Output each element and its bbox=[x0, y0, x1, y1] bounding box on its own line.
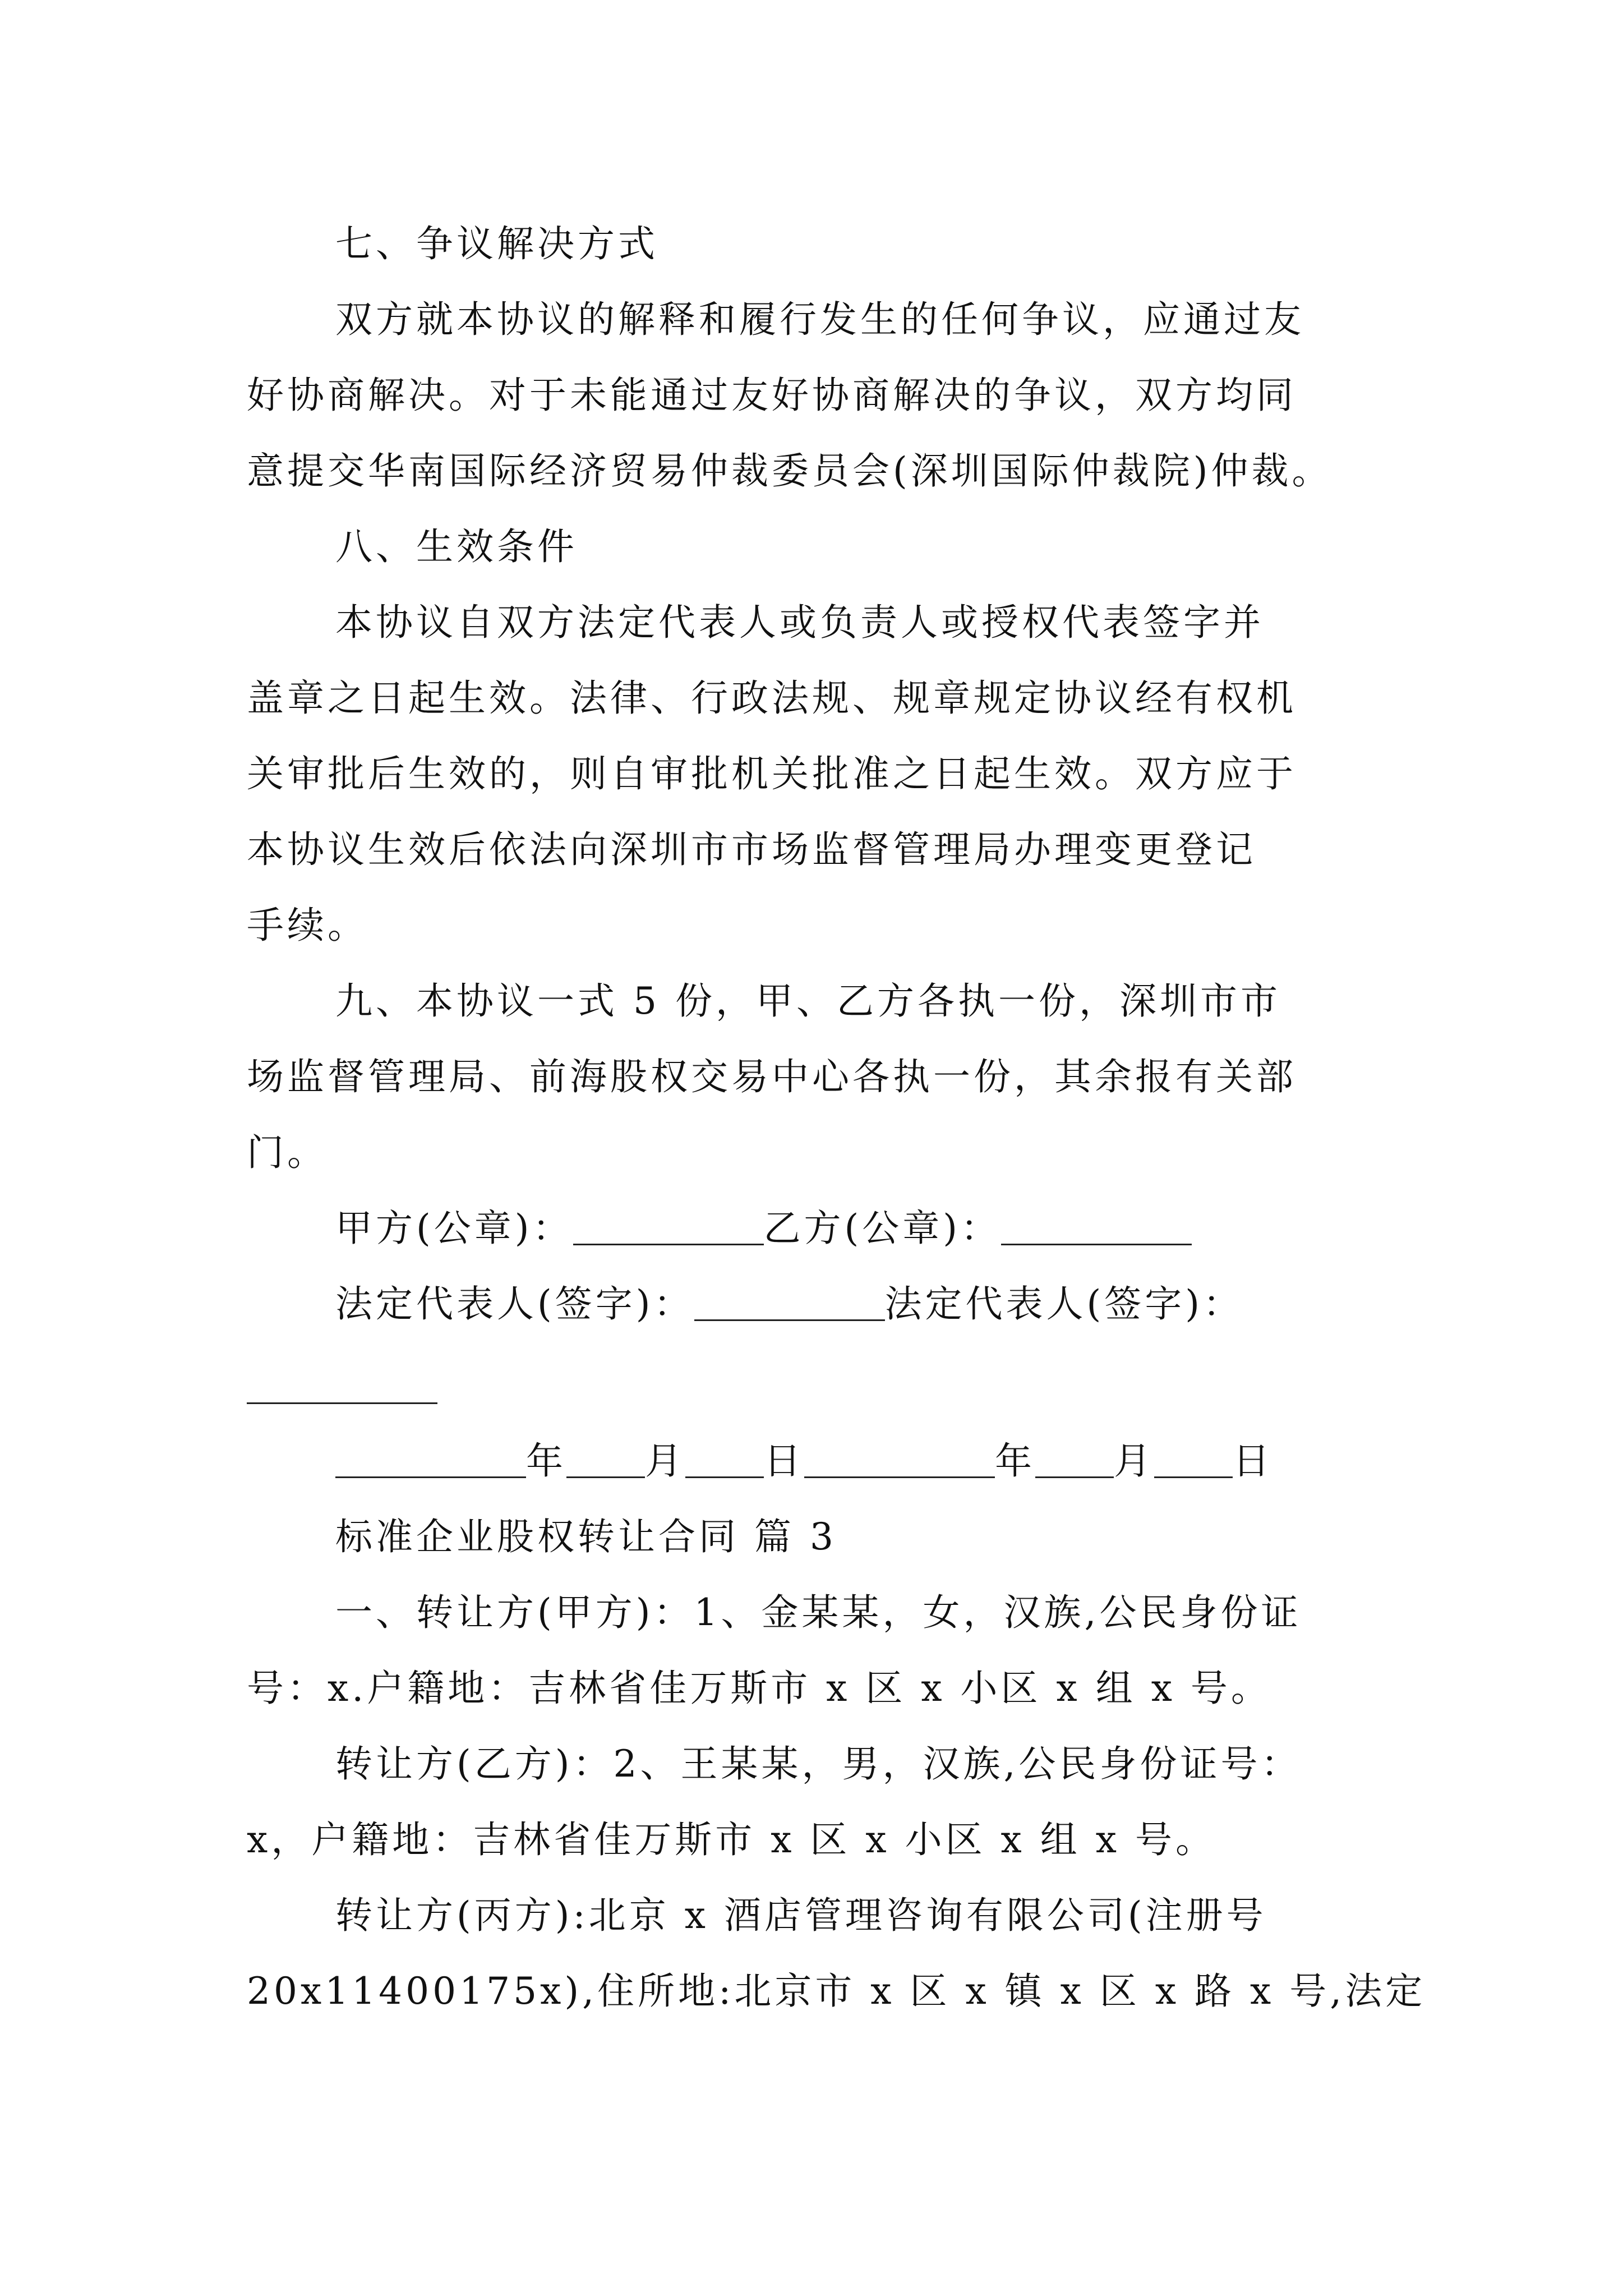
month-b-blank bbox=[1035, 1442, 1114, 1478]
day-a-blank bbox=[685, 1442, 764, 1478]
day-b-label: 日 bbox=[1233, 1439, 1273, 1483]
section8-line5: 手续。 bbox=[247, 904, 368, 947]
day-b-blank bbox=[1154, 1442, 1233, 1478]
section8-line2: 盖章之日起生效。法律、行政法规、规章规定协议经有权机 bbox=[247, 677, 1297, 720]
party-a-seal-blank bbox=[573, 1209, 764, 1245]
section9-line1: 九、本协议一式 5 份，甲、乙方各执一份，深圳市市 bbox=[335, 979, 1281, 1023]
party-a-seal-label: 甲方(公章)： bbox=[335, 1207, 573, 1250]
section8-line3: 关审批后生效的，则自审批机关批准之日起生效。双方应于 bbox=[247, 752, 1297, 795]
year-b-label: 年 bbox=[995, 1439, 1035, 1483]
legal-rep-b-label: 法定代表人(签字)： bbox=[884, 1282, 1243, 1326]
transferor-b-line1: 转让方(乙方)：2、王某某，男，汉族,公民身份证号： bbox=[335, 1742, 1302, 1786]
section7-line3: 意提交华南国际经济贸易仲裁委员会(深圳国际仲裁院)仲裁。 bbox=[247, 449, 1332, 493]
legal-rep-line bbox=[335, 1276, 1623, 1332]
transferor-b-line2: x，户籍地：吉林省佳万斯市 x 区 x 小区 x 组 x 号。 bbox=[247, 1818, 1216, 1861]
section8-heading: 八、生效条件 bbox=[335, 525, 578, 568]
transferor-a-line2: 号：x.户籍地：吉林省佳万斯市 x 区 x 小区 x 组 x 号。 bbox=[247, 1667, 1271, 1710]
day-a-label: 日 bbox=[764, 1439, 804, 1483]
section8-line1: 本协议自双方法定代表人或负责人或授权代表签字并 bbox=[335, 601, 1264, 644]
section7-line1: 双方就本协议的解释和履行发生的任何争议，应通过友 bbox=[335, 298, 1304, 341]
section7-line2: 好协商解决。对于未能通过友好协商解决的争议，双方均同 bbox=[247, 374, 1297, 417]
date-line bbox=[335, 1433, 1623, 1489]
month-a-blank bbox=[566, 1442, 645, 1478]
month-a-label: 月 bbox=[645, 1439, 685, 1483]
section7-heading: 七、争议解决方式 bbox=[335, 222, 658, 265]
year-a-label: 年 bbox=[526, 1439, 566, 1483]
legal-rep-a-blank bbox=[694, 1285, 885, 1321]
section9-line2: 场监督管理局、前海股权交易中心各执一份，其余报有关部 bbox=[247, 1055, 1297, 1098]
section8-line4: 本协议生效后依法向深圳市市场监督管理局办理变更登记 bbox=[247, 828, 1256, 871]
transferor-a-line1: 一、转让方(甲方)：1、金某某，女，汉族,公民身份证 bbox=[335, 1591, 1302, 1634]
party-b-seal-blank bbox=[1001, 1209, 1192, 1245]
party-b-seal-label: 乙方(公章)： bbox=[763, 1207, 1001, 1250]
legal-rep-a-label: 法定代表人(签字)： bbox=[335, 1282, 694, 1326]
transferor-c-line2: 20x11400175x),住所地:北京市 x 区 x 镇 x 区 x 路 x 号,法定 bbox=[247, 1970, 1426, 2013]
article-title: 标准企业股权转让合同 篇 3 bbox=[335, 1515, 837, 1558]
month-b-label: 月 bbox=[1114, 1439, 1154, 1483]
seal-line bbox=[335, 1200, 1623, 1257]
transferor-c-line1: 转让方(丙方):北京 x 酒店管理咨询有限公司(注册号 bbox=[335, 1894, 1267, 1937]
section9-line3: 门。 bbox=[247, 1131, 328, 1174]
year-a-blank bbox=[335, 1442, 526, 1478]
legal-rep-b-blank bbox=[247, 1402, 437, 1404]
year-b-blank bbox=[804, 1442, 995, 1478]
